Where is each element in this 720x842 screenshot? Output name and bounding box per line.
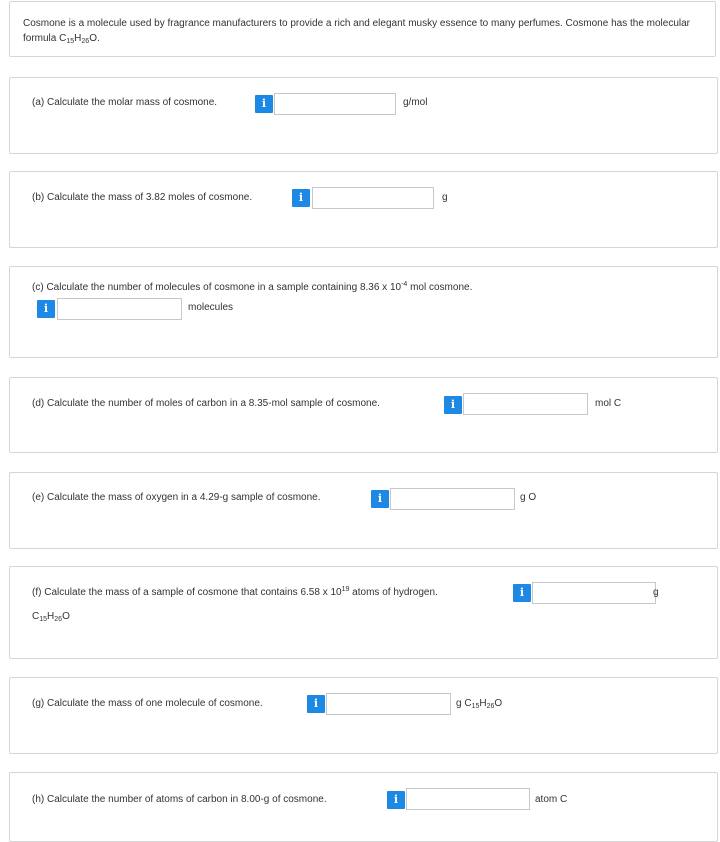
question-c-text-after: mol cosmone. <box>407 282 473 293</box>
intro-formula-sub-h: 26 <box>81 38 90 45</box>
unit-f: g <box>653 587 659 598</box>
answer-e-input[interactable] <box>390 488 515 510</box>
info-icon[interactable]: i <box>444 396 462 414</box>
question-f-text-after: atoms of hydrogen. <box>349 587 438 598</box>
info-icon[interactable]: i <box>307 695 325 713</box>
unit-g-sub-c: 15 <box>471 703 480 710</box>
question-c-box <box>9 266 718 358</box>
question-b-text: (b) Calculate the mass of 3.82 moles of cosmone. <box>32 192 253 203</box>
question-f-text <box>32 586 438 598</box>
question-f-formula <box>32 611 70 623</box>
intro-text-part1: Cosmone is a molecule used by fragrance manufacturers to provide a rich and elegant musky essence to many perfumes. Cosmone has the molecular formula C <box>23 18 691 44</box>
info-icon[interactable]: i <box>255 95 273 113</box>
question-g-text: (g) Calculate the mass of one molecule of cosmone. <box>32 698 263 709</box>
unit-h: atom C <box>535 794 568 805</box>
question-f-text-before: (f) Calculate the mass of a sample of cosmone that contains 6.58 x 10 <box>32 587 342 598</box>
question-c-text <box>32 281 472 293</box>
question-h-text: (h) Calculate the number of atoms of carbon in 8.00-g of cosmone. <box>32 794 327 805</box>
question-a-text: (a) Calculate the molar mass of cosmone. <box>32 97 218 108</box>
question-b-box <box>9 171 718 248</box>
info-icon[interactable]: i <box>513 584 531 602</box>
question-f-formula-c: C <box>32 611 40 622</box>
answer-b-input[interactable] <box>312 187 434 209</box>
info-icon[interactable]: i <box>292 189 310 207</box>
info-icon[interactable]: i <box>37 300 55 318</box>
question-f-formula-h: H <box>47 611 55 622</box>
info-icon[interactable]: i <box>371 490 389 508</box>
unit-e: g O <box>520 492 537 503</box>
question-f-formula-sub-c: 15 <box>39 616 48 623</box>
intro-formula-end: O. <box>89 33 100 44</box>
answer-a-input[interactable] <box>274 93 396 115</box>
unit-g-o: O <box>494 698 503 709</box>
answer-f-input[interactable] <box>532 582 656 604</box>
question-c-text-before: (c) Calculate the number of molecules of cosmone in a sample containing 8.36 x 10 <box>32 282 402 293</box>
unit-a: g/mol <box>403 97 428 108</box>
answer-g-input[interactable] <box>326 693 451 715</box>
unit-g-prefix: g C <box>456 698 472 709</box>
unit-d: mol C <box>595 398 622 409</box>
question-f-box <box>9 566 718 659</box>
question-c-exponent: -4 <box>401 281 408 288</box>
question-e-text: (e) Calculate the mass of oxygen in a 4.29-g sample of cosmone. <box>32 492 321 503</box>
intro-formula-h: H <box>74 33 82 44</box>
unit-b: g <box>442 192 448 203</box>
intro-text <box>23 16 703 49</box>
question-f-formula-o: O <box>62 611 70 622</box>
question-f-exponent: 19 <box>341 586 350 593</box>
answer-c-input[interactable] <box>57 298 182 320</box>
answer-d-input[interactable] <box>463 393 588 415</box>
question-d-text: (d) Calculate the number of moles of carbon in a 8.35-mol sample of cosmone. <box>32 398 380 409</box>
intro-box <box>9 1 716 57</box>
info-icon[interactable]: i <box>387 791 405 809</box>
question-g-box <box>9 677 718 754</box>
question-f-formula-sub-h: 26 <box>54 616 63 623</box>
intro-formula-sub-c: 15 <box>66 38 75 45</box>
unit-g <box>456 698 502 710</box>
unit-g-h: H <box>479 698 487 709</box>
question-e-box <box>9 472 718 549</box>
unit-c: molecules <box>188 302 234 313</box>
answer-h-input[interactable] <box>406 788 530 810</box>
question-a-box <box>9 77 718 154</box>
unit-g-sub-h: 26 <box>486 703 495 710</box>
question-d-box <box>9 377 718 453</box>
